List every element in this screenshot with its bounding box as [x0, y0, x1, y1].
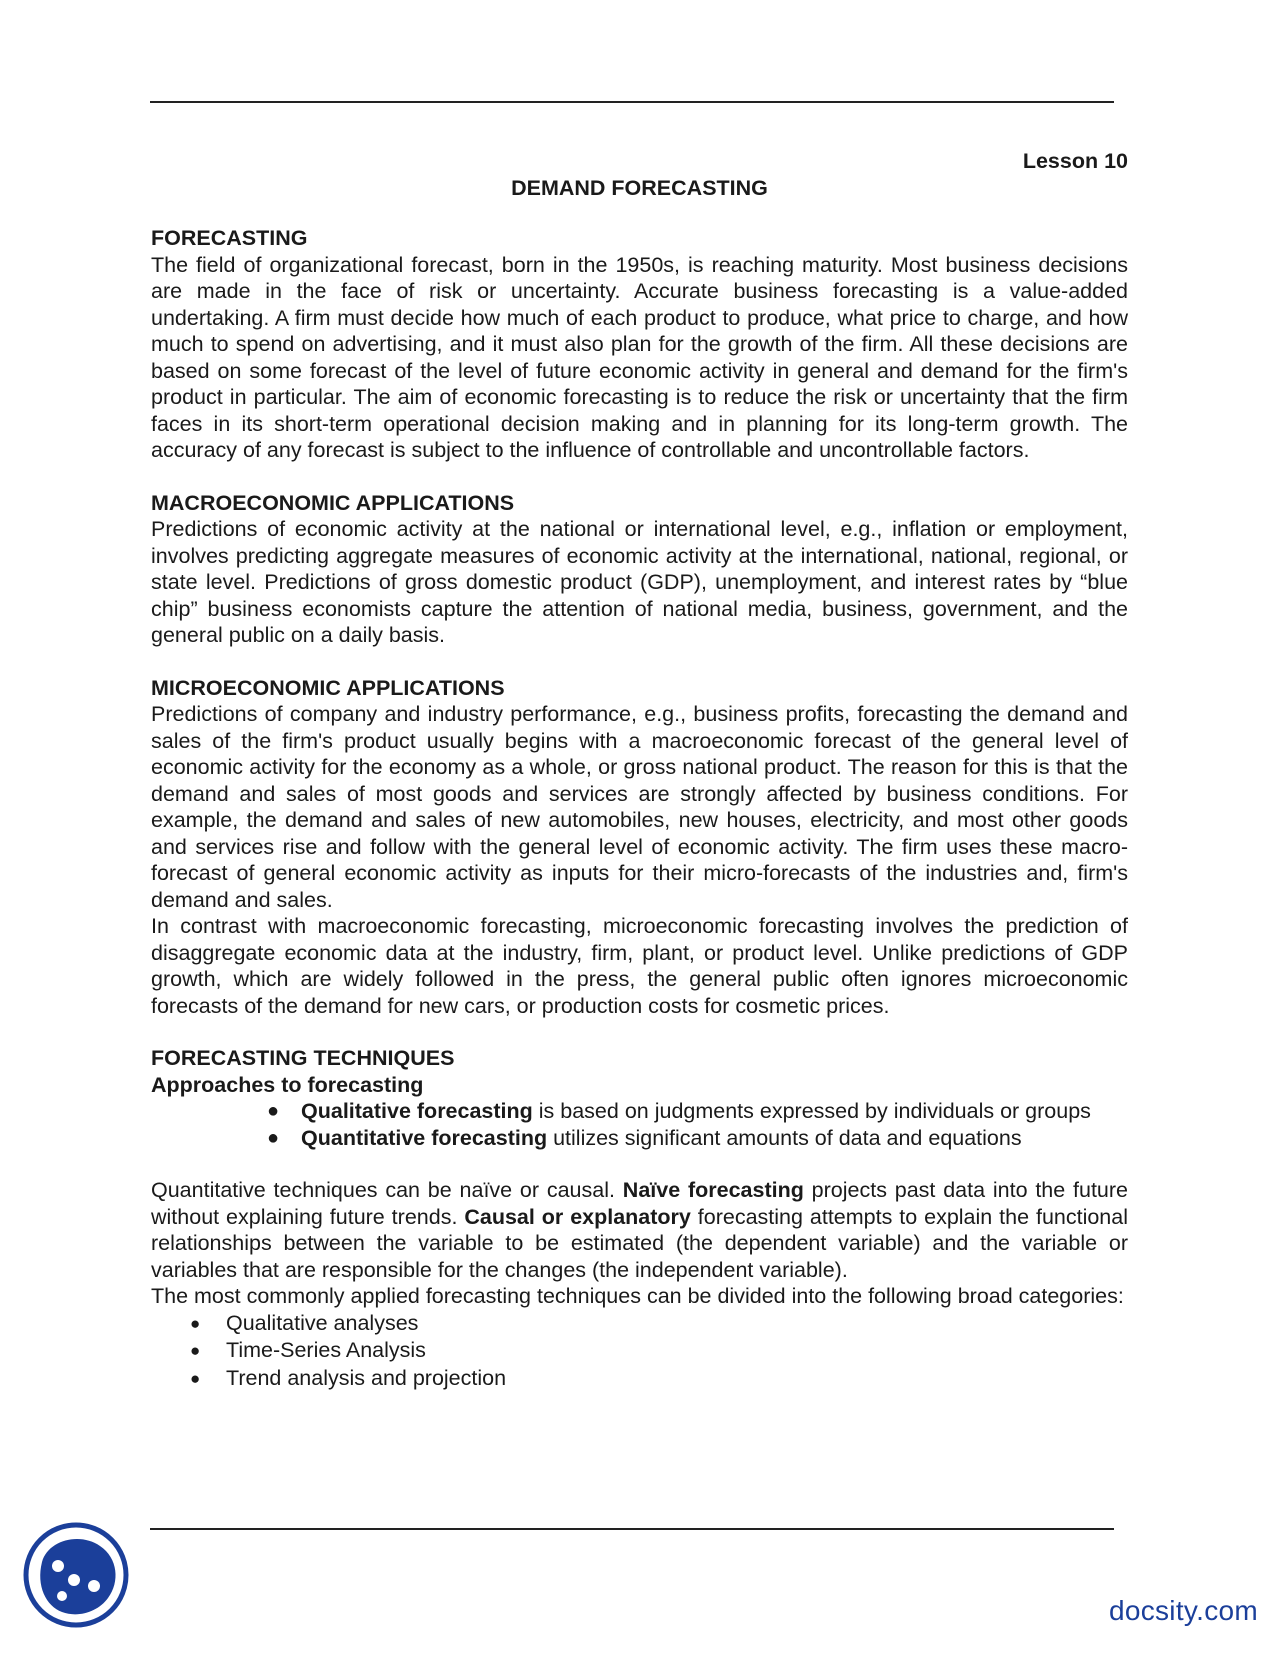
section-heading: FORECASTING TECHNIQUES	[151, 1046, 455, 1070]
bold-term: Naïve forecasting	[622, 1178, 804, 1202]
section-subheading: Approaches to forecasting	[151, 1072, 424, 1097]
bullet-icon: ●	[190, 1313, 201, 1333]
bullet-icon: ●	[267, 1100, 280, 1122]
list-item-term: Qualitative forecasting	[301, 1099, 533, 1123]
list-item-text: Qualitative analyses	[226, 1310, 419, 1335]
text-run: Quantitative techniques can be naïve or causal.	[151, 1178, 623, 1202]
lesson-number: Lesson 10	[1022, 149, 1128, 173]
top-rule	[150, 101, 1114, 103]
section-techniques	[151, 1045, 1128, 1392]
list-item	[190, 1337, 1128, 1365]
text-run: forecasting attempts to explain the functional relationships between the variable to be estimated (the dependent variable) and the variable or variables that are responsible for the changes (the independent variable).	[151, 1204, 1129, 1282]
section-heading: MACROECONOMIC APPLICATIONS	[151, 490, 515, 515]
list-item	[190, 1365, 1128, 1393]
section-paragraph: Predictions of company and industry performance, e.g., business profits, forecasting the demand and sales of the firm's product usually begins with a macroeconomic forecast of the general level of economic activity for the economy as a whole, or gross national product. The reason for this is that the demand and sales of most goods and services are strongly affected by business conditions. For example, the demand and sales of new automobiles, new houses, electricity, and most other goods and services rise and follow with the general level of economic activity. The firm uses these macro-forecast of general economic activity as inputs for their micro-forecasts of the industries and, firm's demand and sales.	[151, 702, 1128, 912]
section-heading: MICROECONOMIC APPLICATIONS	[151, 675, 505, 700]
list-item	[267, 1125, 1128, 1152]
bullet-icon: ●	[267, 1126, 280, 1149]
section-paragraph	[151, 1177, 1128, 1283]
docsity-logo-icon[interactable]	[22, 1520, 130, 1630]
section-paragraph: The most commonly applied forecasting techniques can be divided into the following broad categories:	[151, 1284, 1124, 1308]
bullet-icon: ●	[190, 1368, 201, 1388]
section-paragraph: In contrast with macroeconomic forecasting, microeconomic forecasting involves the prediction of disaggregate economic data at the industry, firm, plant, or product level. Unlike predictions of GDP growth, which are widely followed in the press, the general public often ignores microeconomic forecasts of the demand for new cars, or production costs for cosmetic prices.	[151, 914, 1128, 1018]
list-item	[267, 1098, 1128, 1125]
section-microeconomic	[151, 675, 1128, 1020]
list-item-text: is based on judgments expressed by individuals or groups	[532, 1099, 1091, 1123]
section-paragraph: The field of organizational forecast, born in the 1950s, is reaching maturity. Most business decisions are made in the face of risk or uncertainty. Accurate business forecasting is a value-added undertaking. A firm must decide how much of each product to produce, what price to charge, and how much to spend on advertising, and it must also plan for the growth of the firm. All these decisions are based on some forecast of the level of future economic activity in general and demand for the firm's product in particular. The aim of economic forecasting is to reduce the risk or uncertainty that the firm faces in its short-term operational decision making and in planning for its long-term growth. The accuracy of any forecast is subject to the influence of controllable and uncontrollable factors.	[151, 252, 1128, 462]
bold-term: Causal or explanatory	[464, 1204, 691, 1229]
section-macroeconomic	[151, 490, 1128, 649]
section-heading: FORECASTING	[151, 226, 308, 250]
approaches-list	[151, 1098, 1128, 1151]
list-item-text: Trend analysis and projection	[226, 1365, 507, 1390]
docsity-watermark[interactable]: docsity.com	[1108, 1595, 1258, 1626]
document-title: DEMAND FORECASTING	[511, 175, 768, 200]
categories-list	[151, 1310, 1128, 1393]
list-item	[190, 1310, 1128, 1338]
document-body	[151, 148, 1128, 1392]
bottom-rule	[150, 1528, 1114, 1530]
section-paragraph: Predictions of economic activity at the national or international level, e.g., inflation or employment, involves predicting aggregate measures of economic activity at the international, national, regional, or state level. Predictions of gross domestic product (GDP), unemployment, and interest rates by “blue chip” business economists capture the attention of national media, business, government, and the general public on a daily basis.	[151, 517, 1128, 647]
list-item-term: Quantitative forecasting	[301, 1125, 548, 1150]
section-forecasting	[151, 225, 1128, 464]
text-run: projects past data into the future without explaining future trends.	[151, 1178, 1129, 1229]
bullet-icon: ●	[190, 1341, 201, 1360]
list-item-text: Time-Series Analysis	[226, 1338, 426, 1362]
list-item-text: utilizes significant amounts of data and equations	[547, 1125, 1022, 1150]
